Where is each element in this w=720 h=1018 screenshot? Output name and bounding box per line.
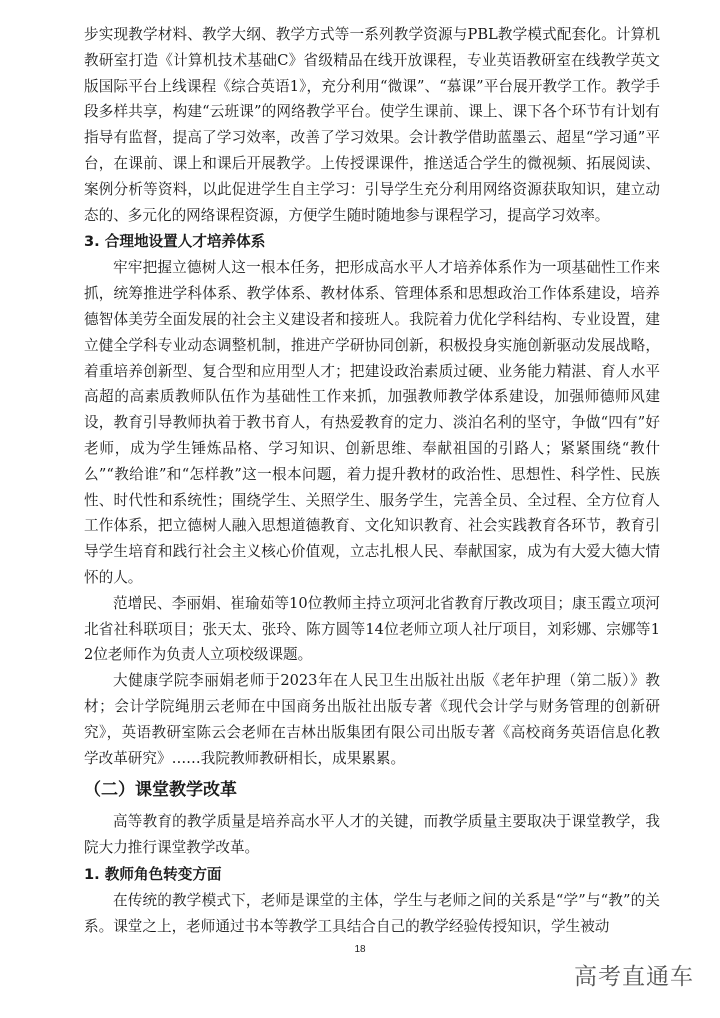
paragraph-publications: 大健康学院李丽娟老师于2023年在人民卫生出版社出版《老年护理（第二版）》教材；会计学院绳朋云老师在中国商务出版社出版专著《现代会计学与财务管理的创新研究》，英语教研室陈云会老师在吉林出版集团有限公司出版专著《高校商务英语信息化教学改革研究》……我院教师教研相长，成果累累。 [84, 672, 660, 767]
section-heading-classroom-reform: （二）课堂教学改革 [84, 780, 237, 801]
paragraph-classroom-reform: 高等教育的教学质量是培养高水平人才的关键，而教学质量主要取决于课堂教学，我院大力推行课堂教学改革。 [84, 813, 660, 857]
heading-teacher-role: 1. 教师角色转变方面 [84, 865, 222, 883]
document-page [84, 22, 660, 940]
watermark-text: 高考直通车 [574, 964, 694, 990]
paragraph-projects: 范增民、李丽娟、崔瑜茹等10位教师主持立项河北省教育厅教改项目；康玉霞立项河北省社科联项目；张天太、张玲、陈方圆等14位老师立项人社厅项目，刘彩娜、宗娜等12位老师作为负责人立项校级课题。 [84, 594, 660, 664]
paragraph-intro: 步实现教学材料、教学大纲、教学方式等一系列教学资源与PBL教学模式配套化。计算机教研室打造《计算机技术基础C》省级精品在线开放课程，专业英语教研室在线教学英文版国际平台上线课程《综合英语1》，充分利用“微课”、“慕课”平台展开教学工作。教学手段多样共享，构建“云班课”的网络教学平台。使学生课前、课上、课下各个环节有计划有指导有监督，提高了学习效率，改善了学习效果。会计教学借助蓝墨云、超星“学习通”平台，在课前、课上和课后开展教学。上传授课课件，推送适合学生的微视频、拓展阅读、案例分析等资料，以此促进学生自主学习：引导学生充分利用网络资源获取知识，建立动态的、多元化的网络课程资源，方便学生随时随地参与课程学习，提高学习效率。 [84, 26, 660, 224]
heading-talent-system: 3. 合理地设置人才培养体系 [84, 233, 266, 251]
paragraph-teacher-role: 在传统的教学模式下，老师是课堂的主体，学生与老师之间的关系是“学”与“教”的关系。课堂之上，老师通过书本等教学工具结合自己的教学经验传授知识，学生被动 [84, 891, 660, 935]
paragraph-talent-system: 牢牢把握立德树人这一根本任务，把形成高水平人才培养体系作为一项基础性工作来抓，统筹推进学科体系、教学体系、教材体系、管理体系和思想政治工作体系建设，培养德智体美劳全面发展的社会主义建设者和接班人。我院着力优化学科结构、专业设置，建立健全学科专业动态调整机制，推进产学研协同创新，积极投身实施创新驱动发展战略，着重培养创新型、复合型和应用型人才；把建设政治素质过硬、业务能力精湛、育人水平高超的高素质教师队伍作为基础性工作来抓，加强教师教学体系建设，加强师德师风建设，教育引导教师执着于教书育人，有热爱教育的定力、淡泊名利的坚守，争做“四有”好老师，成为学生锤炼品格、学习知识、创新思维、奉献祖国的引路人；紧紧围绕“教什么”“教给谁”和“怎样教”这一根本问题，着力提升教材的政治性、思想性、科学性、民族性、时代性和系统性；围绕学生、关照学生、服务学生，完善全员、全过程、全方位育人工作体系，把立德树人融入思想道德教育、文化知识教育、社会实践教育各环节，教育引导学生培育和践行社会主义核心价值观，立志扎根人民、奉献国家，成为有大爱大德大情怀的人。 [84, 259, 660, 586]
page-number: 18 [354, 944, 366, 955]
